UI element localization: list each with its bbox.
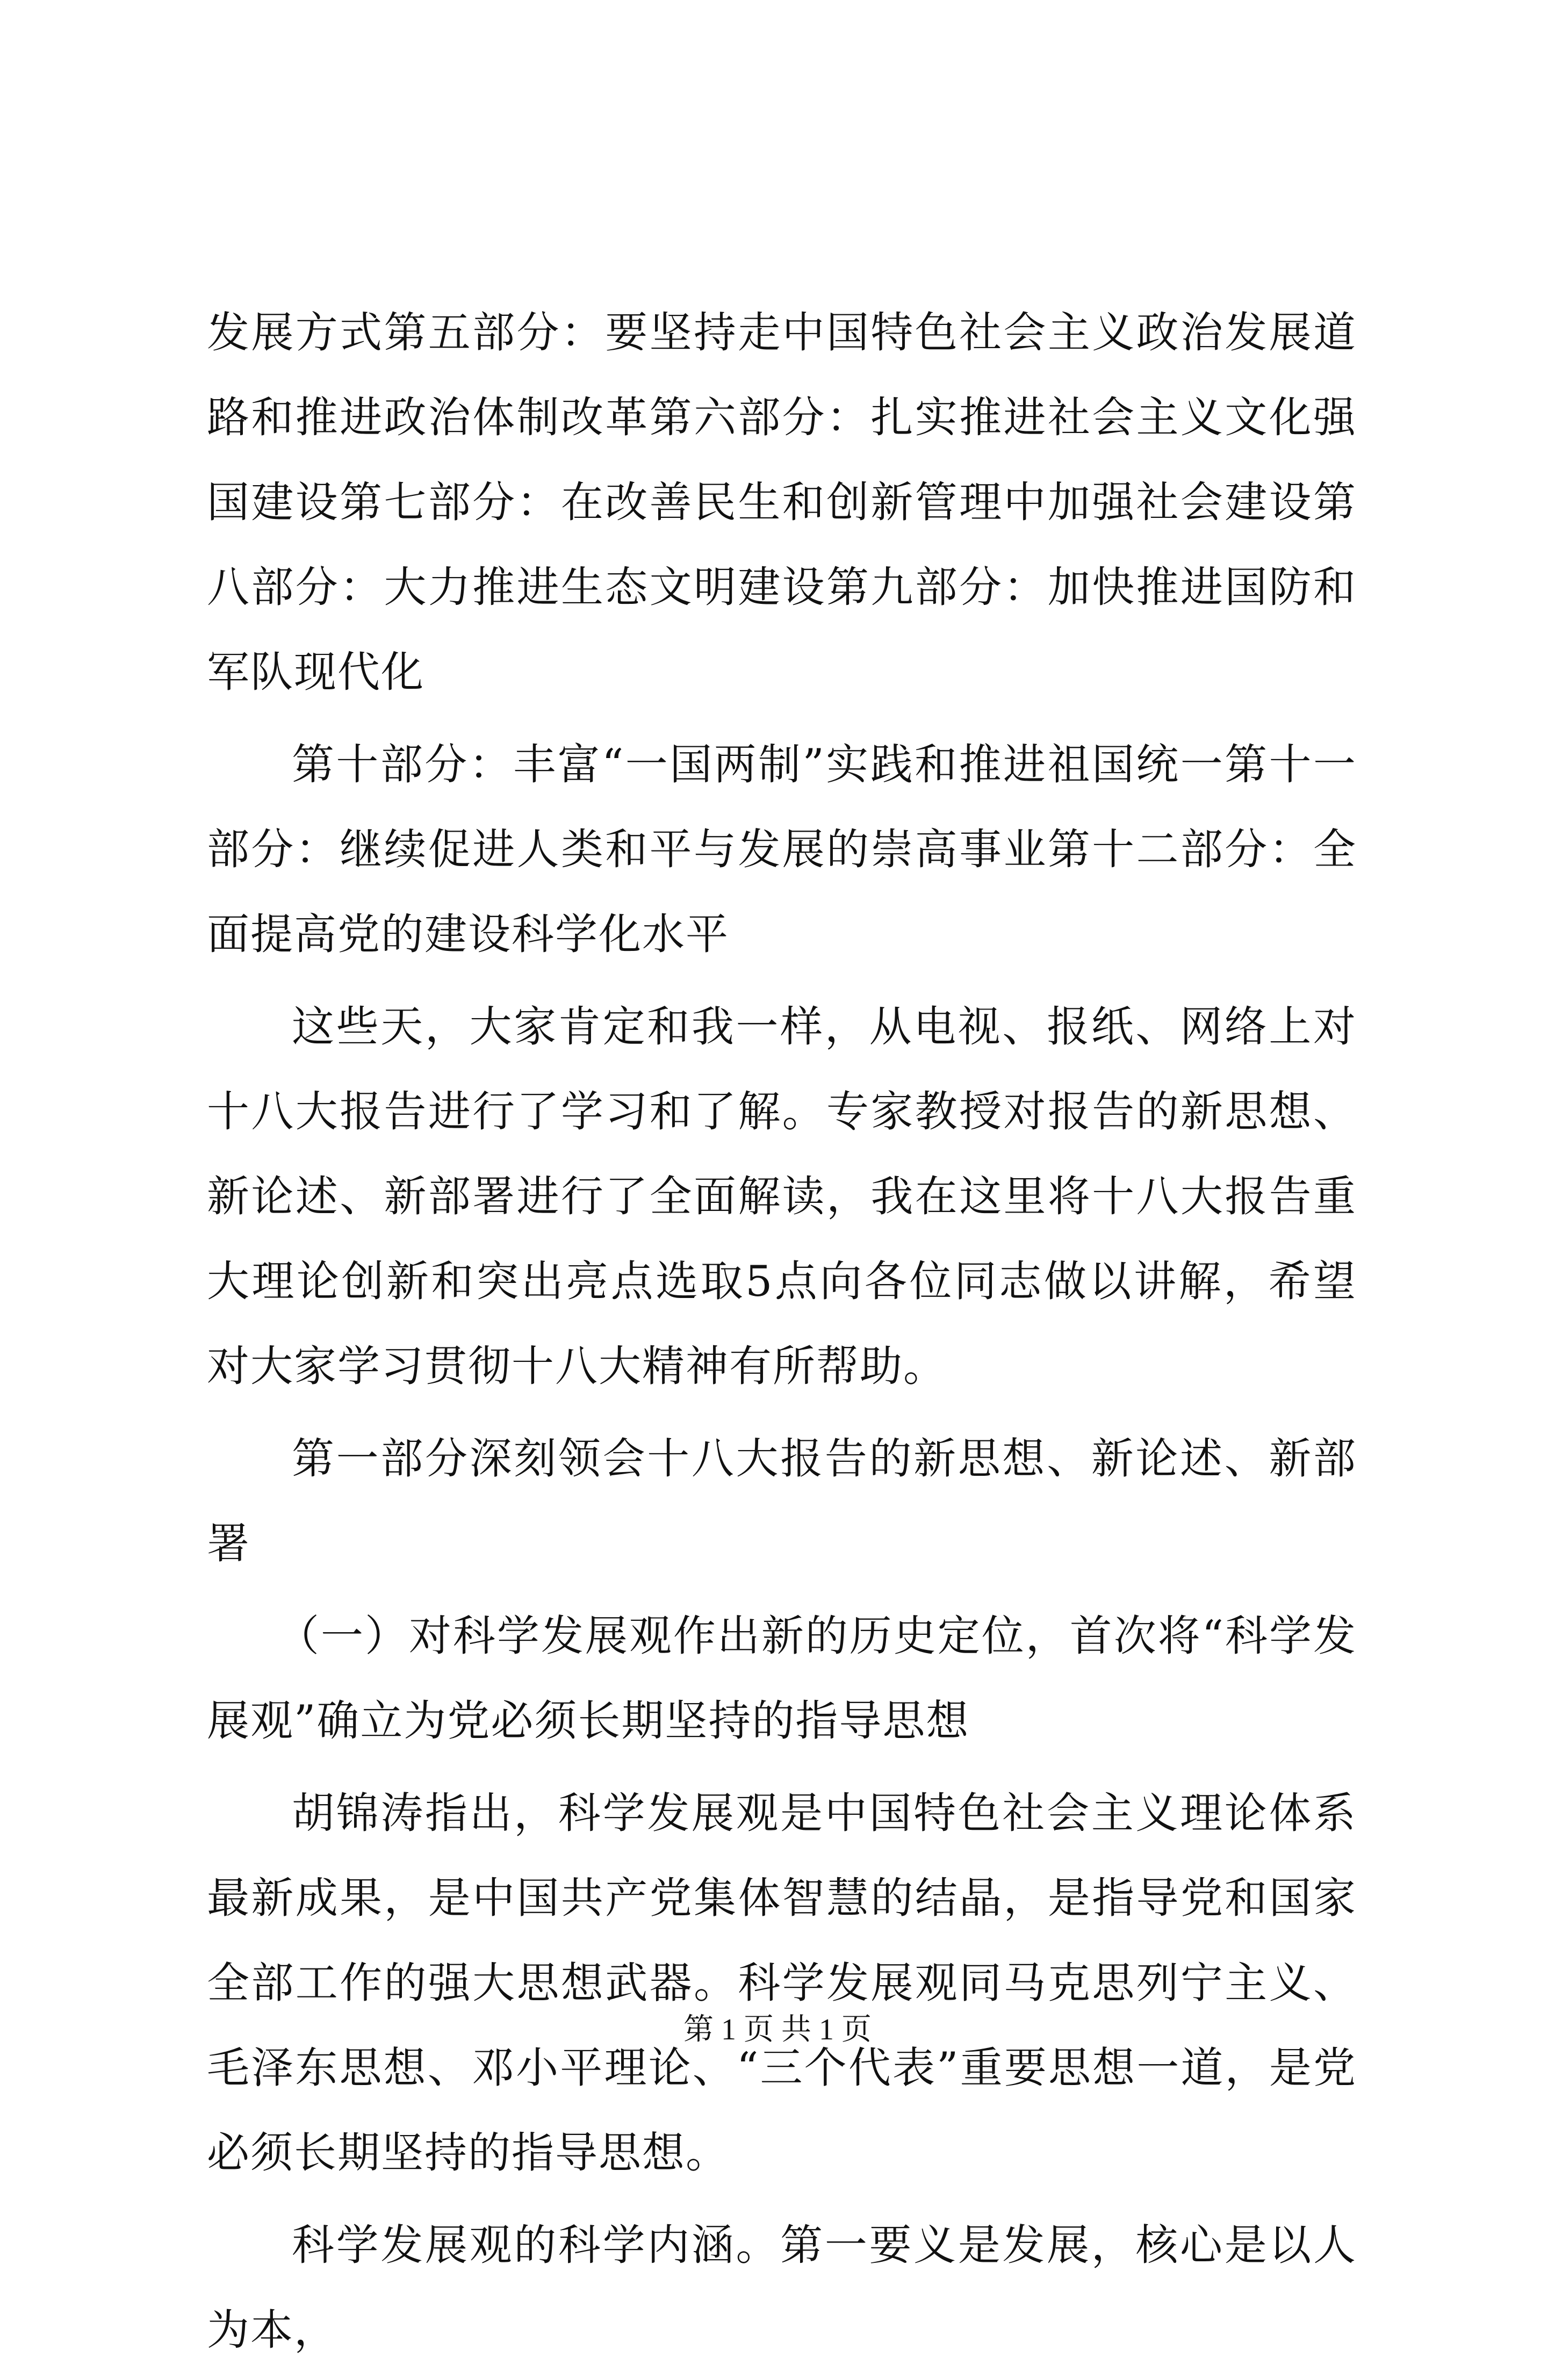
- section-heading: 第一部分深刻领会十八大报告的新思想、新论述、新部署: [207, 1434, 1357, 1568]
- paragraph-continuation: 发展方式第五部分：要坚持走中国特色社会主义政治发展道路和推进政治体制改革第六部分：扎实推进社会主义文化强国建设第七部分：在改善民生和创新管理中加强社会建设第八部分：大力推进生态文明建设第九部分：加快推进国防和军队现代化: [207, 308, 1357, 697]
- paragraph-parts-ten-to-twelve: 第十部分：丰富“一国两制”实践和推进祖国统一第十一部分：继续促进人类和平与发展的崇高事业第十二部分：全面提高党的建设科学化水平: [207, 740, 1357, 959]
- paragraph-body-last: 科学发展观的科学内涵。第一要义是发展，核心是以人为本，: [207, 2220, 1357, 2355]
- subsection-heading: （一）对科学发展观作出新的历史定位，首次将“科学发展观”确立为党必须长期坚持的指导思想: [207, 1611, 1357, 1746]
- page-footer: 第 1 页 共 1 页: [683, 2013, 872, 2046]
- paragraph-intro: 这些天，大家肯定和我一样，从电视、报纸、网络上对十八大报告进行了学习和了解。专家教授对报告的新思想、新论述、新部署进行了全面解读，我在这里将十八大报告重大理论创新和突出亮点选取5点向各位同志做以讲解，希望对大家学习贯彻十八大精神有所帮助。: [207, 1002, 1357, 1391]
- paragraph-body: 胡锦涛指出，科学发展观是中国特色社会主义理论体系最新成果，是中国共产党集体智慧的结晶，是指导党和国家全部工作的强大思想武器。科学发展观同马克思列宁主义、毛泽东思想、邓小平理论、“三个代表”重要思想一道，是党必须长期坚持的指导思想。: [207, 1788, 1357, 2177]
- document-body: [207, 290, 1357, 2380]
